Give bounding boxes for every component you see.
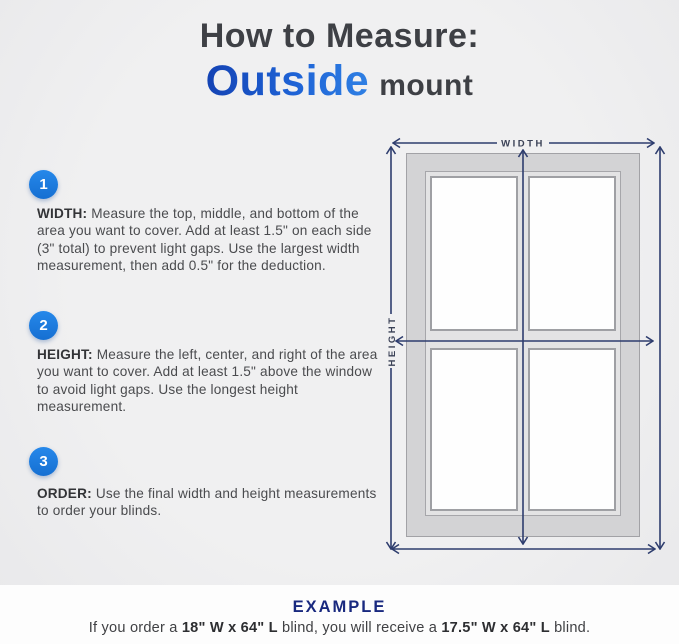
example-middle: blind, you will receive a [277,620,442,636]
example-prefix: If you order a [88,620,182,636]
title-line-1: How to Measure: [199,17,480,55]
example-order-size: 18" W x 64" L [181,620,278,636]
height-dimension-label: HEIGHT [387,315,398,367]
measurement-arrows-overlay [380,130,679,600]
step-1-text [37,205,381,275]
step-3-text [37,485,381,520]
example-heading: EXAMPLE [292,598,387,616]
width-dimension-label: WIDTH [501,138,545,150]
example-received-size: 17.5" W x 64" L [441,620,550,636]
step-2-label: HEIGHT: [37,347,93,362]
example-sentence [0,620,679,636]
example-suffix: blind. [549,620,591,636]
title-line-2 [0,58,679,114]
step-1-badge: 1 [29,170,58,199]
title-suffix-mount: mount [379,69,474,102]
page-title [0,16,679,114]
step-2-text [37,346,381,416]
title-highlight-outside: Outside [205,57,370,105]
step-1-label: WIDTH: [37,206,88,221]
window-measure-diagram [380,130,679,600]
step-3-label: ORDER: [37,486,92,501]
step-3-body: Use the final width and height measurements to order your blinds. [37,486,377,519]
step-2-body: Measure the left, center, and right of the area you want to cover. Add at least 1.5" above the window to avoid light gaps. Use the longest height measurement. [37,347,378,415]
step-3-badge: 3 [29,447,58,476]
step-1-body: Measure the top, middle, and bottom of the area you want to cover. Add at least 1.5" on each side (3" total) to prevent light gaps. Use the largest width measurement, then add 0.5" for the deduction. [37,206,372,274]
step-2-badge: 2 [29,311,58,340]
